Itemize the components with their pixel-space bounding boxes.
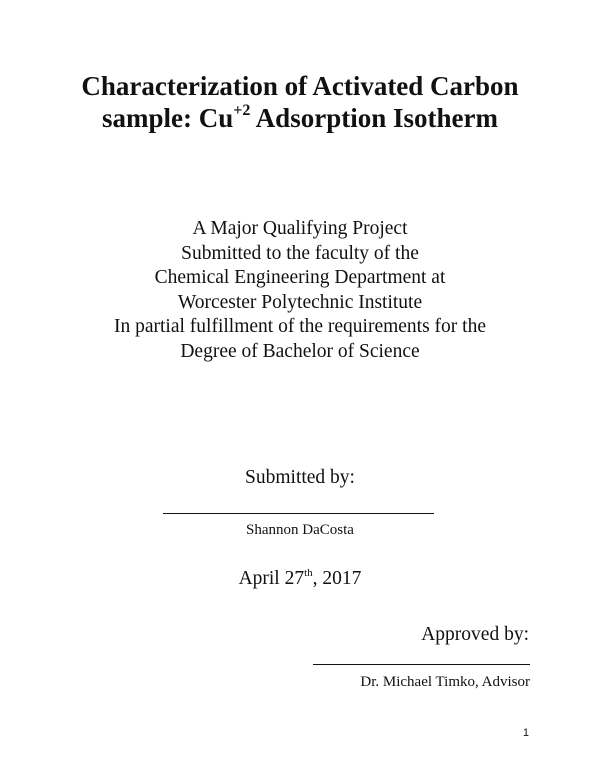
author-signature-line — [163, 513, 434, 514]
advisor-name: Dr. Michael Timko, Advisor — [360, 674, 530, 690]
page-number: 1 — [522, 727, 529, 739]
project-line: Chemical Engineering Department at — [154, 267, 446, 288]
project-line: Submitted to the faculty of the — [181, 242, 419, 264]
project-line: A Major Qualifying Project — [192, 218, 408, 239]
title-line-1: Characterization of Activated Carbon — [81, 71, 519, 101]
submission-date — [0, 568, 600, 590]
date-ordinal-superscript: th — [304, 566, 313, 579]
title-charge-superscript: +2 — [233, 102, 251, 119]
document-title — [0, 70, 600, 134]
project-line: In partial fulfillment of the requirements for the — [114, 316, 486, 337]
title-line-2-suffix: Adsorption Isotherm — [250, 103, 498, 133]
advisor-signature-line — [313, 664, 530, 665]
title-line-2 — [0, 102, 600, 134]
date-prefix: April 27 — [238, 568, 305, 589]
approved-by-label: Approved by: — [421, 624, 529, 645]
project-description — [0, 217, 600, 364]
author-name: Shannon DaCosta — [246, 522, 354, 538]
date-suffix: , 2017 — [312, 568, 362, 589]
project-line: Degree of Bachelor of Science — [180, 340, 420, 362]
project-line: Worcester Polytechnic Institute — [177, 291, 423, 313]
submitted-by-label: Submitted by: — [245, 467, 355, 488]
title-line-2-prefix: sample: Cu — [102, 103, 234, 133]
